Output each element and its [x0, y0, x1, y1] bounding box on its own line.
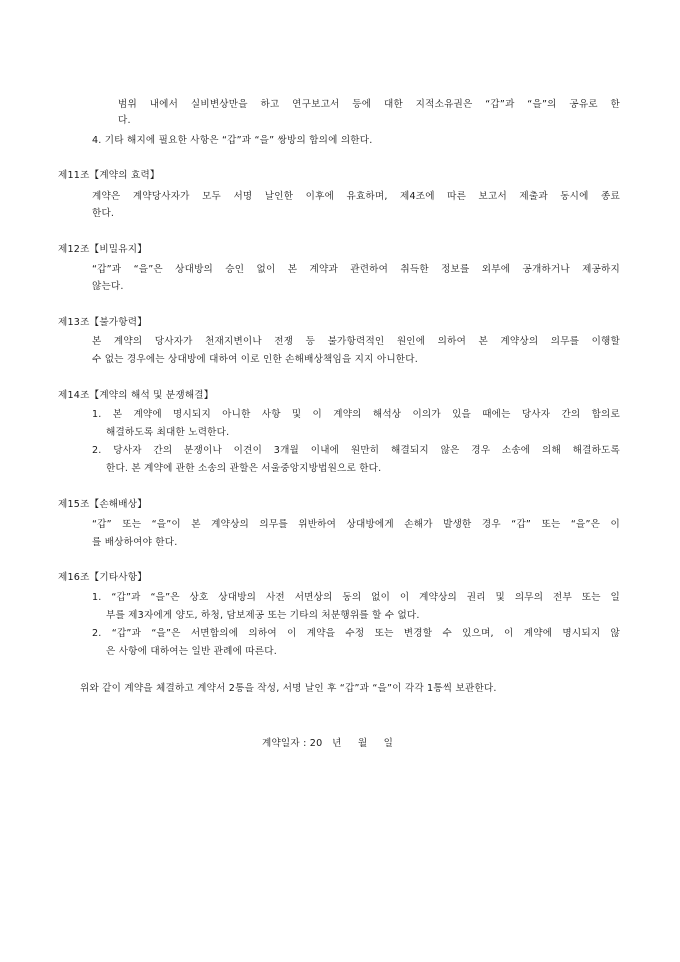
article-16-item1-line2: 부를 제3자에게 양도, 하청, 담보제공 또는 기타의 처분행위를 할 수 없다. — [106, 610, 420, 621]
article-12-heading: 제12조【비밀유지】 — [58, 244, 148, 255]
article-14-heading: 제14조【계약의 해석 및 분쟁해결】 — [58, 390, 214, 401]
article-16-item2-line2: 은 사항에 대하여는 일반 관례에 따른다. — [106, 646, 277, 657]
article-14-item2-line1: 2. 당사자 간의 분쟁이나 이견이 3개월 이내에 원만히 해결되지 않은 경우 소송에 의해 해결하도록 — [92, 445, 620, 456]
article-14-item2-line2: 한다. 본 계약에 관한 소송의 관할은 서울중앙지방법원으로 한다. — [106, 463, 382, 474]
article-11-line1: 계약은 계약당사자가 모두 서명 날인한 이후에 유효하며, 제4조에 따른 보고서 제출과 동시에 종료 — [92, 191, 620, 202]
contract-date: 계약일자 : 20 년 월 일 — [262, 738, 394, 749]
article-15-line2: 를 배상하여야 한다. — [92, 537, 178, 548]
item3-line1: 범위 내에서 실비변상만을 하고 연구보고서 등에 대한 지적소유권은 “갑”과 “을”의 공유로 한 — [118, 99, 620, 110]
item3-line2: 다. — [118, 115, 131, 126]
article-13-heading: 제13조【불가항력】 — [58, 317, 148, 328]
article-13-line2: 수 없는 경우에는 상대방에 대하여 이로 인한 손해배상책임을 지지 아니한다. — [92, 354, 418, 365]
article-15-heading: 제15조【손해배상】 — [58, 499, 148, 510]
article-12-line2: 않는다. — [92, 281, 124, 292]
item4-text: 4. 기타 해지에 필요한 사항은 “갑”과 “을” 쌍방의 합의에 의한다. — [92, 135, 373, 146]
article-12-line1: “갑”과 “을”은 상대방의 승인 없이 본 계약과 관련하여 취득한 정보를 외부에 공개하거나 제공하지 — [92, 264, 620, 275]
article-13-line1: 본 계약의 당사자가 천재지변이나 전쟁 등 불가항력적인 원인에 의하여 본 계약상의 의무를 이행할 — [92, 336, 620, 347]
closing-statement: 위와 같이 계약을 체결하고 계약서 2통을 작성, 서명 날인 후 “갑”과 “을”이 각각 1통씩 보관한다. — [80, 683, 497, 694]
article-11-heading: 제11조【계약의 효력】 — [58, 170, 160, 181]
article-16-item2-line1: 2. “갑”과 “을”은 서면합의에 의하여 이 계약을 수정 또는 변경할 수 있으며, 이 계약에 명시되지 않 — [92, 628, 620, 639]
article-14-item1-line2: 해결하도록 최대한 노력한다. — [106, 427, 230, 438]
article-11-line2: 한다. — [92, 208, 115, 219]
article-14-item1-line1: 1. 본 계약에 명시되지 아니한 사항 및 이 계약의 해석상 이의가 있을 때에는 당사자 간의 합의로 — [92, 409, 620, 420]
article-15-line1: “갑” 또는 “을”이 본 계약상의 의무를 위반하여 상대방에게 손해가 발생한 경우 “갑” 또는 “을”은 이 — [92, 519, 620, 530]
article-16-heading: 제16조【기타사항】 — [58, 572, 148, 583]
article-16-item1-line1: 1. “갑”과 “을”은 상호 상대방의 사전 서면상의 동의 없이 이 계약상의 권리 및 의무의 전부 또는 일 — [92, 592, 620, 603]
